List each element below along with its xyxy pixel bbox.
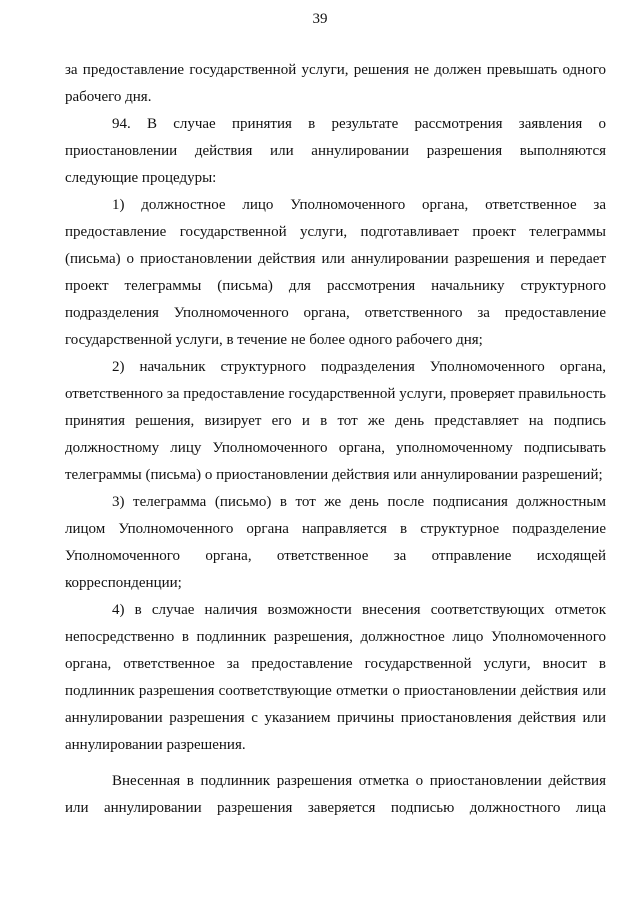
page-number: 39	[312, 11, 328, 27]
paragraph-continuation: за предоставление государственной услуги, решения не должен превышать одного рабочего дня.	[65, 62, 606, 105]
document-body	[65, 57, 606, 822]
paragraph-procedure-1: 1) должностное лицо Уполномоченного органа, ответственное за предоставление государственной услуги, подготавливает проект телеграммы (письма) о приостановлении действия или аннулировании разрешения и передает проект телеграммы (письма) для рассмотрения начальнику структурного подразделения Уполномоченного органа, ответственного за предоставление государственной услуги, в течение не более одного рабочего дня;	[65, 197, 606, 348]
paragraph-note: Внесенная в подлинник разрешения отметка о приостановлении действия или аннулировании разрешения заверяется подписью должностного лица	[65, 773, 606, 816]
paragraph-item-94: 94. В случае принятия в результате рассмотрения заявления о приостановлении действия или аннулировании разрешения выполняются следующие процедуры:	[65, 116, 606, 186]
paragraph-procedure-3: 3) телеграмма (письмо) в тот же день после подписания должностным лицом Уполномоченного органа направляется в структурное подразделение Уполномоченного органа, ответственное за отправление исходящей корреспонденции;	[65, 494, 606, 591]
paragraph-procedure-4: 4) в случае наличия возможности внесения соответствующих отметок непосредственно в подлинник разрешения, должностное лицо Уполномоченного органа, ответственное за предоставление государственной услуги, вносит в подлинник разрешения соответствующие отметки о приостановлении действия или аннулировании разрешения с указанием причины приостановления действия или аннулировании разрешения.	[65, 602, 606, 753]
paragraph-procedure-2: 2) начальник структурного подразделения Уполномоченного органа, ответственного за предоставление государственной услуги, проверяет правильность принятия решения, визирует его и в тот же день представляет на подпись должностному лицу Уполномоченного органа, уполномоченному подписывать телеграммы (письма) о приостановлении действия или аннулировании разрешений;	[65, 359, 606, 483]
